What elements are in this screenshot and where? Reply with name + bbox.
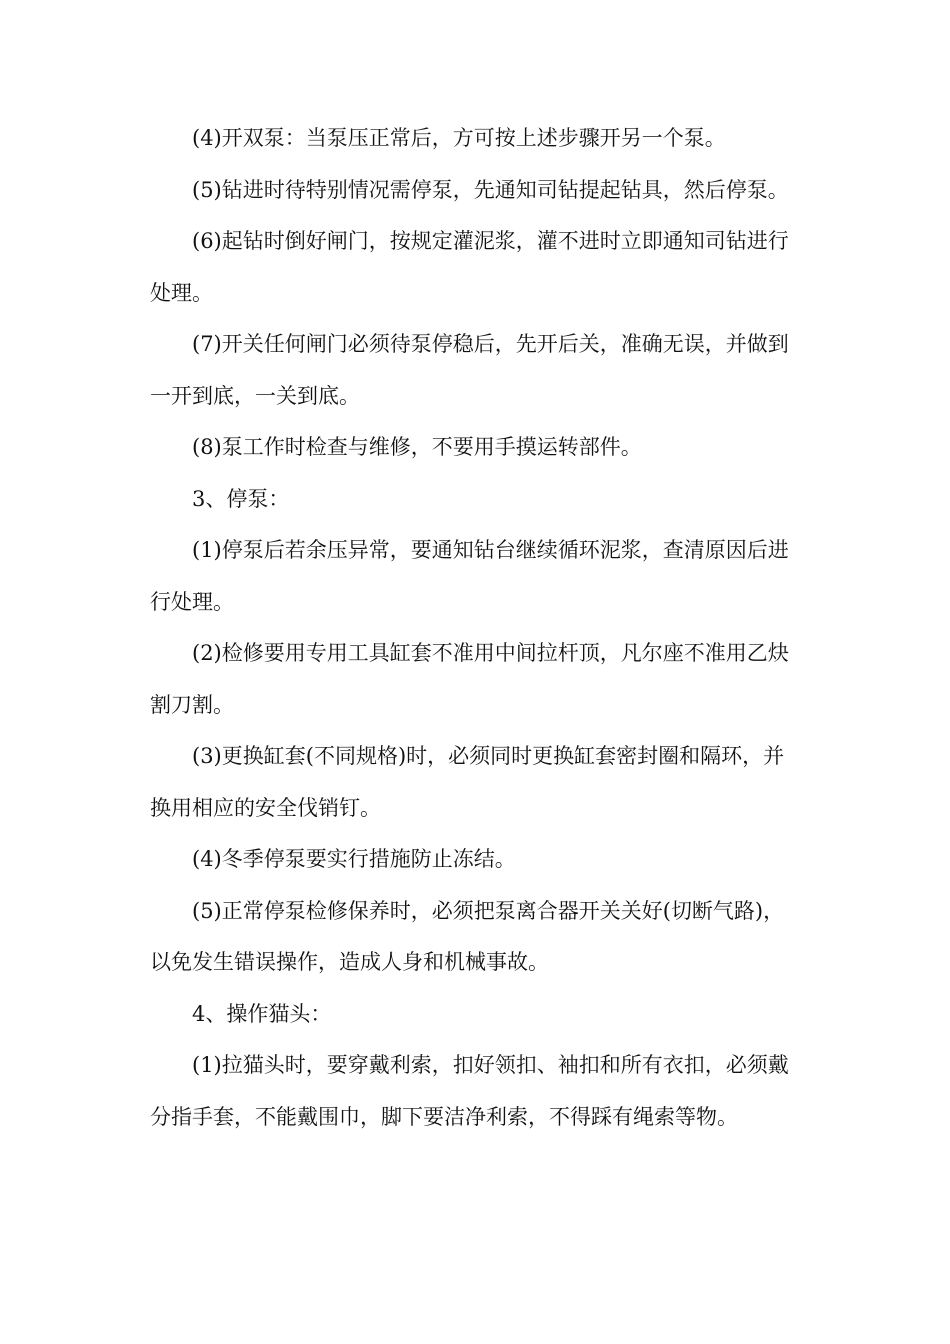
paragraph-pump-step-4: (4)开双泵：当泵压正常后，方可按上述步骤开另一个泵。: [192, 126, 726, 150]
paragraph-stop-step-4: (4)冬季停泵要实行措施防止冻结。: [192, 847, 516, 871]
document-body: [150, 113, 802, 1143]
paragraph-pump-step-8: (8)泵工作时检查与维修，不要用手摸运转部件。: [192, 435, 642, 459]
section-heading-cathead: 4、操作猫头：: [192, 1001, 332, 1026]
paragraph-pump-step-7: (7)开关任何闸门必须待泵停稳后，先开后关，准确无误，并做到一开到底，一关到底。: [150, 332, 789, 408]
paragraph-stop-step-3: (3)更换缸套(不同规格)时，必须同时更换缸套密封圈和隔环，并换用相应的安全伐销钉。: [150, 744, 785, 820]
paragraph-stop-step-5: (5)正常停泵检修保养时，必须把泵离合器开关关好(切断气路)，以免发生错误操作，造成人身和机械事故。: [150, 898, 785, 974]
paragraph-pump-step-5: (5)钻进时待特别情况需停泵，先通知司钻提起钻具，然后停泵。: [192, 177, 789, 202]
paragraph-cathead-step-1: (1)拉猫头时，要穿戴利索，扣好领扣、袖扣和所有衣扣，必须戴分指手套，不能戴围巾，脚下要洁净利索，不得踩有绳索等物。: [150, 1053, 789, 1129]
paragraph-stop-step-1: (1)停泵后若余压异常，要通知钻台继续循环泥浆，查清原因后进行处理。: [150, 538, 789, 614]
paragraph-stop-step-2: (2)检修要用专用工具缸套不准用中间拉杆顶，凡尔座不准用乙炔割刀割。: [150, 641, 789, 717]
paragraph-pump-step-6: (6)起钻时倒好闸门，按规定灌泥浆，灌不进时立即通知司钻进行处理。: [150, 229, 789, 305]
section-heading-stop-pump: 3、停泵：: [192, 486, 290, 511]
